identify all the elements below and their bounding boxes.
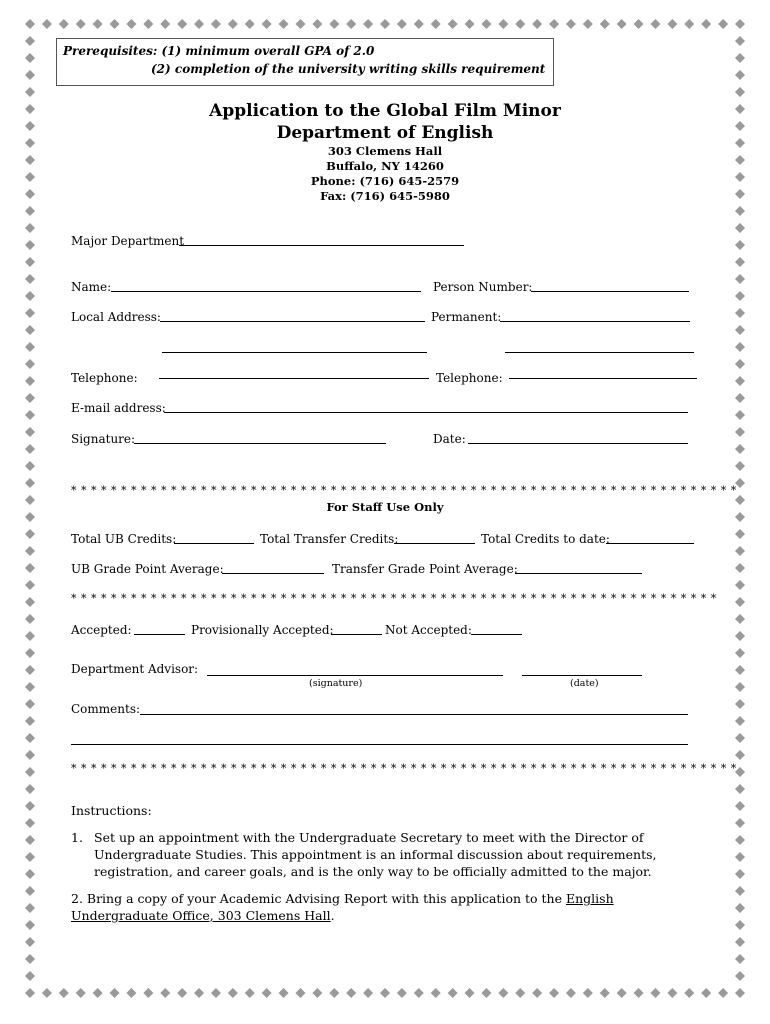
permanent-address-field-line-2[interactable] <box>505 352 694 353</box>
person-number-field[interactable] <box>531 291 689 292</box>
diamond-icon <box>549 988 559 998</box>
diamond-icon <box>735 835 745 845</box>
diamond-icon <box>566 988 576 998</box>
diamond-icon <box>735 461 745 471</box>
email-label: E-mail address: <box>71 401 166 415</box>
diamond-icon <box>735 818 745 828</box>
diamond-icon <box>363 988 373 998</box>
diamond-icon <box>126 19 136 29</box>
diamond-icon <box>515 988 525 998</box>
diamond-icon <box>735 665 745 675</box>
local-address-field-line-2[interactable] <box>162 352 427 353</box>
diamond-icon <box>735 393 745 403</box>
diamond-icon <box>498 19 508 29</box>
diamond-icon <box>211 19 221 29</box>
accepted-field[interactable] <box>134 634 185 635</box>
document-header <box>0 100 770 204</box>
diamond-icon <box>245 988 255 998</box>
diamond-icon <box>211 988 221 998</box>
diamond-icon <box>735 19 745 29</box>
instruction-2-suffix: . <box>330 908 335 923</box>
diamond-icon <box>735 988 745 998</box>
diamond-icon <box>25 886 35 896</box>
permanent-address-label: Permanent: <box>431 310 502 324</box>
diamond-icon <box>25 461 35 471</box>
instruction-1-number: 1. <box>71 830 83 845</box>
diamond-icon <box>735 376 745 386</box>
diamond-icon <box>76 988 86 998</box>
diamond-icon <box>735 87 745 97</box>
phone: Phone: (716) 645-2579 <box>310 174 460 188</box>
not-accepted-field[interactable] <box>471 634 522 635</box>
diamond-icon <box>295 988 305 998</box>
diamond-icon <box>25 274 35 284</box>
diamond-icon <box>701 988 711 998</box>
diamond-icon <box>25 801 35 811</box>
instructions-heading: Instructions: <box>71 803 152 818</box>
diamond-icon <box>735 886 745 896</box>
diamond-icon <box>59 19 69 29</box>
diamond-icon <box>718 988 728 998</box>
diamond-icon <box>93 988 103 998</box>
diamond-icon <box>42 988 52 998</box>
diamond-icon <box>25 869 35 879</box>
diamond-icon <box>25 716 35 726</box>
diamond-icon <box>583 988 593 998</box>
diamond-icon <box>25 563 35 573</box>
diamond-icon <box>735 410 745 420</box>
diamond-icon <box>735 257 745 267</box>
transfer-gpa-field[interactable] <box>515 573 642 574</box>
diamond-icon <box>667 19 677 29</box>
separator-stars-1: * * * * * * * * * * * * * * * * * * * * * * * * * * * * * * * * * * * * * * * * * * * * * * * * * * * * * * * * * * * * * * * * * * * <box>71 484 737 497</box>
diamond-icon <box>25 852 35 862</box>
diamond-icon <box>735 971 745 981</box>
diamond-icon <box>735 580 745 590</box>
comments-label: Comments: <box>71 702 141 716</box>
diamond-icon <box>25 308 35 318</box>
diamond-icon <box>25 223 35 233</box>
accepted-label: Accepted: <box>71 623 132 637</box>
diamond-icon <box>25 87 35 97</box>
total-credits-to-date-field[interactable] <box>606 543 694 544</box>
total-credits-to-date-label: Total Credits to date: <box>481 532 610 546</box>
person-number-label: Person Number: <box>433 280 533 294</box>
diamond-icon <box>600 19 610 29</box>
diamond-icon <box>25 733 35 743</box>
total-transfer-credits-field[interactable] <box>394 543 475 544</box>
diamond-icon <box>346 988 356 998</box>
diamond-icon <box>735 444 745 454</box>
diamond-icon <box>735 563 745 573</box>
not-accepted-label: Not Accepted: <box>385 623 472 637</box>
diamond-icon <box>25 410 35 420</box>
diamond-icon <box>25 240 35 250</box>
prerequisites-line-1: Prerequisites: (1) minimum overall GPA of 2.0 <box>63 44 375 58</box>
diamond-icon <box>735 631 745 641</box>
diamond-icon <box>25 954 35 964</box>
diamond-icon <box>25 580 35 590</box>
transfer-gpa-label: Transfer Grade Point Average: <box>332 562 518 576</box>
diamond-icon <box>25 257 35 267</box>
telephone-field[interactable] <box>159 378 429 379</box>
address-line-2: Buffalo, NY 14260 <box>326 159 444 173</box>
diamond-icon <box>312 988 322 998</box>
diamond-icon <box>735 274 745 284</box>
diamond-icon <box>735 903 745 913</box>
diamond-icon <box>617 19 627 29</box>
diamond-icon <box>25 597 35 607</box>
diamond-icon <box>25 206 35 216</box>
diamond-icon <box>110 19 120 29</box>
diamond-icon <box>346 19 356 29</box>
diamond-icon <box>25 546 35 556</box>
date-caption: (date) <box>570 678 599 689</box>
fax: Fax: (716) 645-5980 <box>320 189 450 203</box>
diamond-icon <box>25 971 35 981</box>
major-department-field[interactable] <box>179 245 464 246</box>
diamond-icon <box>25 750 35 760</box>
diamond-icon <box>735 801 745 811</box>
diamond-icon <box>25 359 35 369</box>
diamond-icon <box>25 665 35 675</box>
diamond-icon <box>59 988 69 998</box>
diamond-icon <box>735 784 745 794</box>
diamond-icon <box>194 19 204 29</box>
diamond-icon <box>397 19 407 29</box>
provisionally-accepted-field[interactable] <box>331 634 382 635</box>
separator-stars-2: * * * * * * * * * * * * * * * * * * * * * * * * * * * * * * * * * * * * * * * * * * * * * * * * * * * * * * * * * * * * * * * * * <box>71 592 717 605</box>
diamond-icon <box>25 682 35 692</box>
diamond-icon <box>329 988 339 998</box>
diamond-icon <box>25 70 35 80</box>
diamond-icon <box>25 342 35 352</box>
diamond-icon <box>228 19 238 29</box>
diamond-icon <box>735 529 745 539</box>
diamond-icon <box>735 308 745 318</box>
diamond-icon <box>25 444 35 454</box>
diamond-icon <box>25 325 35 335</box>
diamond-icon <box>25 767 35 777</box>
diamond-icon <box>617 988 627 998</box>
diamond-icon <box>735 223 745 233</box>
diamond-icon <box>25 19 35 29</box>
diamond-icon <box>160 19 170 29</box>
diamond-icon <box>25 920 35 930</box>
diamond-icon <box>735 614 745 624</box>
diamond-icon <box>735 852 745 862</box>
diamond-icon <box>735 427 745 437</box>
diamond-icon <box>177 19 187 29</box>
comments-field-line-2[interactable] <box>71 744 688 745</box>
signature-caption: (signature) <box>309 678 363 689</box>
diamond-icon <box>25 903 35 913</box>
diamond-icon <box>650 988 660 998</box>
instruction-2-prefix: 2. Bring a copy of your Academic Advising Report with this application to the <box>71 891 566 906</box>
diamond-icon <box>735 920 745 930</box>
diamond-icon <box>465 19 475 29</box>
permanent-telephone-label: Telephone: <box>436 371 503 385</box>
diamond-icon <box>515 19 525 29</box>
diamond-icon <box>650 19 660 29</box>
diamond-icon <box>735 53 745 63</box>
diamond-icon <box>76 19 86 29</box>
permanent-address-field[interactable] <box>500 321 690 322</box>
instruction-2 <box>71 890 691 924</box>
diamond-icon <box>25 818 35 828</box>
signature-label: Signature: <box>71 432 136 446</box>
diamond-icon <box>735 716 745 726</box>
diamond-icon <box>498 988 508 998</box>
diamond-icon <box>126 988 136 998</box>
major-department-label: Major Department <box>71 234 185 248</box>
diamond-icon <box>25 393 35 403</box>
local-address-field[interactable] <box>160 321 425 322</box>
diamond-icon <box>549 19 559 29</box>
address-line-1: 303 Clemens Hall <box>327 144 443 158</box>
name-label: Name: <box>71 280 112 294</box>
ub-gpa-field[interactable] <box>222 573 324 574</box>
diamond-icon <box>667 988 677 998</box>
advisor-date-field[interactable] <box>522 675 642 676</box>
ub-gpa-label: UB Grade Point Average: <box>71 562 224 576</box>
diamond-icon <box>735 733 745 743</box>
diamond-icon <box>735 682 745 692</box>
diamond-icon <box>583 19 593 29</box>
diamond-icon <box>25 53 35 63</box>
diamond-icon <box>735 70 745 80</box>
diamond-icon <box>735 954 745 964</box>
diamond-icon <box>735 750 745 760</box>
email-field[interactable] <box>164 412 688 413</box>
diamond-icon <box>110 988 120 998</box>
diamond-icon <box>228 988 238 998</box>
department-advisor-label: Department Advisor: <box>71 662 199 676</box>
comments-field[interactable] <box>140 714 688 715</box>
diamond-icon <box>25 648 35 658</box>
diamond-icon <box>25 478 35 488</box>
diamond-icon <box>431 988 441 998</box>
separator-stars-3: * * * * * * * * * * * * * * * * * * * * * * * * * * * * * * * * * * * * * * * * * * * * * * * * * * * * * * * * * * * * * * * * * * * <box>71 762 737 775</box>
diamond-icon <box>25 36 35 46</box>
signature-field[interactable] <box>134 443 386 444</box>
diamond-icon <box>329 19 339 29</box>
diamond-icon <box>380 19 390 29</box>
local-address-label: Local Address: <box>71 310 161 324</box>
diamond-icon <box>380 988 390 998</box>
diamond-icon <box>735 240 745 250</box>
diamond-icon <box>735 291 745 301</box>
diamond-icon <box>177 988 187 998</box>
total-transfer-credits-label: Total Transfer Credits: <box>260 532 399 546</box>
diamond-icon <box>25 529 35 539</box>
diamond-icon <box>431 19 441 29</box>
diamond-icon <box>735 325 745 335</box>
total-ub-credits-label: Total UB Credits: <box>71 532 177 546</box>
prerequisites-box <box>56 38 554 86</box>
diamond-icon <box>634 19 644 29</box>
diamond-icon <box>701 19 711 29</box>
diamond-icon <box>279 988 289 998</box>
diamond-icon <box>684 988 694 998</box>
telephone-label: Telephone: <box>71 371 138 385</box>
diamond-icon <box>160 988 170 998</box>
diamond-icon <box>262 988 272 998</box>
diamond-icon <box>25 427 35 437</box>
diamond-icon <box>25 835 35 845</box>
prerequisites-line-2: (2) completion of the university writing skills requirement <box>151 62 546 76</box>
diamond-icon <box>532 988 542 998</box>
diamond-icon <box>448 988 458 998</box>
diamond-icon <box>25 614 35 624</box>
diamond-icon <box>42 19 52 29</box>
date-field[interactable] <box>468 443 688 444</box>
diamond-icon <box>414 988 424 998</box>
diamond-icon <box>93 19 103 29</box>
diamond-icon <box>25 291 35 301</box>
diamond-icon <box>25 699 35 709</box>
diamond-icon <box>465 988 475 998</box>
diamond-icon <box>735 937 745 947</box>
diamond-icon <box>25 631 35 641</box>
page-title: Application to the Global Film Minor <box>209 101 561 121</box>
instruction-1-text: Set up an appointment with the Undergraduate Secretary to meet with the Director of Undergraduate Studies. This appointment is an informal discussion about requirements, registration, and career goals, and is the only way to be officially admitted to the major. <box>94 830 657 879</box>
diamond-icon <box>735 869 745 879</box>
diamond-icon <box>735 342 745 352</box>
diamond-icon <box>735 36 745 46</box>
diamond-icon <box>143 19 153 29</box>
name-field[interactable] <box>111 291 421 292</box>
permanent-telephone-field[interactable] <box>509 378 697 379</box>
diamond-icon <box>718 19 728 29</box>
diamond-icon <box>735 359 745 369</box>
diamond-icon <box>735 699 745 709</box>
date-label: Date: <box>433 432 466 446</box>
diamond-icon <box>262 19 272 29</box>
diamond-icon <box>25 988 35 998</box>
diamond-icon <box>634 988 644 998</box>
diamond-icon <box>735 546 745 556</box>
department-title: Department of English <box>276 123 494 143</box>
staff-use-heading: For Staff Use Only <box>326 500 444 514</box>
diamond-icon <box>295 19 305 29</box>
provisionally-accepted-label: Provisionally Accepted: <box>191 623 334 637</box>
diamond-icon <box>414 19 424 29</box>
diamond-icon <box>735 206 745 216</box>
diamond-icon <box>735 597 745 607</box>
total-ub-credits-field[interactable] <box>174 543 254 544</box>
diamond-icon <box>25 376 35 386</box>
diamond-icon <box>481 988 491 998</box>
diamond-icon <box>735 648 745 658</box>
diamond-icon <box>25 937 35 947</box>
diamond-icon <box>532 19 542 29</box>
diamond-icon <box>279 19 289 29</box>
advisor-signature-field[interactable] <box>207 675 503 676</box>
diamond-icon <box>25 784 35 794</box>
diamond-icon <box>363 19 373 29</box>
diamond-icon <box>245 19 255 29</box>
diamond-icon <box>448 19 458 29</box>
english-office-link[interactable]: English Undergraduate Office, 303 Clemens Hall <box>71 891 614 923</box>
diamond-icon <box>481 19 491 29</box>
diamond-icon <box>312 19 322 29</box>
diamond-icon <box>684 19 694 29</box>
diamond-icon <box>600 988 610 998</box>
diamond-icon <box>143 988 153 998</box>
diamond-icon <box>194 988 204 998</box>
diamond-icon <box>397 988 407 998</box>
diamond-icon <box>566 19 576 29</box>
